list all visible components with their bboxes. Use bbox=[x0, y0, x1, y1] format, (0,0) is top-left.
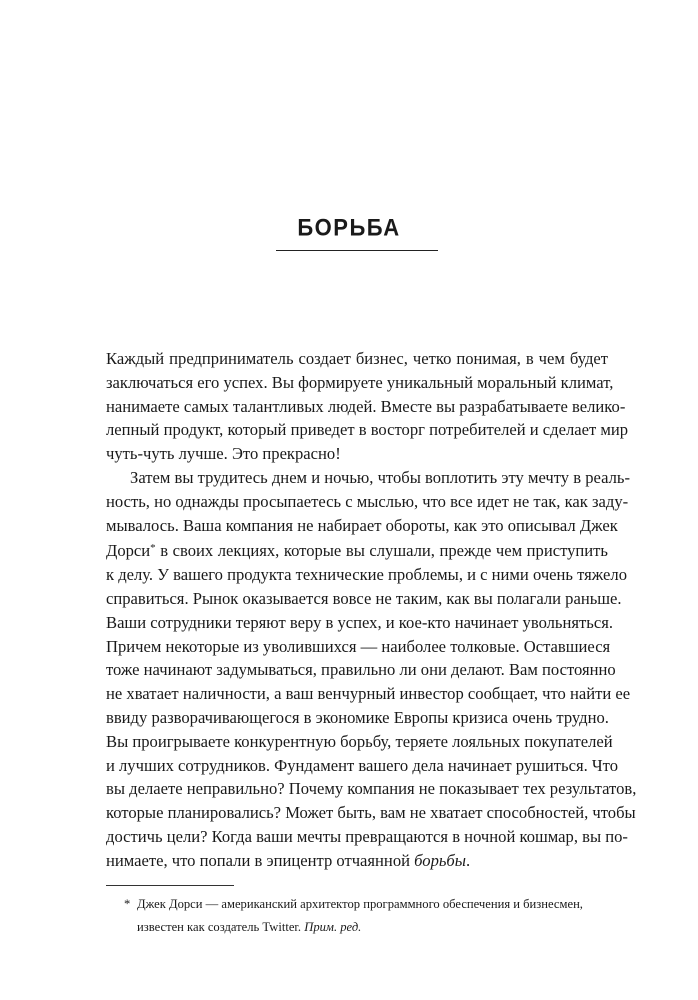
text-line: которые планировались? Может быть, вам не хватает способностей, чтобы bbox=[106, 803, 636, 823]
text-line bbox=[106, 537, 608, 563]
text-line: лепный продукт, который приведет в восторг потребителей и сделает мир bbox=[106, 420, 629, 440]
footnote bbox=[106, 893, 608, 939]
footnote-line bbox=[106, 916, 608, 939]
text-line: Затем вы трудитесь днем и ночью, чтобы воплотить эту мечту в реаль- bbox=[130, 467, 630, 487]
text-fragment: нимаете, что попали в эпицентр отчаянной bbox=[106, 850, 415, 870]
footnote-marker: * bbox=[124, 897, 131, 911]
text-fragment: в своих лекциях, которые вы слушали, прежде чем приступить bbox=[155, 541, 608, 561]
emphasized-word: борьбы bbox=[414, 850, 467, 870]
text-fragment: . bbox=[466, 850, 471, 870]
text-line: Ваши сотрудники теряют веру в успех, и кое-кто начинает увольняться. bbox=[106, 612, 613, 632]
text-line: достичь цели? Когда ваши мечты превращаются в ночной кошмар, вы по- bbox=[106, 826, 628, 846]
text-line: не хватает наличности, а ваш венчурный инвестор сообщает, что найти ее bbox=[106, 684, 631, 704]
text-line bbox=[106, 849, 608, 873]
footnote-reference: * bbox=[150, 542, 156, 555]
text-line: Каждый предприниматель создает бизнес, четко понимая, в чем будет bbox=[106, 349, 608, 368]
chapter-title: БОРЬБА bbox=[297, 213, 401, 242]
text-line: и лучших сотрудников. Фундамент вашего дела начинает рушиться. Что bbox=[106, 755, 619, 775]
text-line: ность, но однажды просыпаетесь с мыслью, что все идет не так, как заду- bbox=[106, 491, 629, 511]
text-line: Причем некоторые из уволившихся — наиболее толковые. Оставшиеся bbox=[106, 636, 611, 656]
text-line: ввиду разворачивающегося в экономике Европы кризиса очень трудно. bbox=[106, 707, 609, 727]
footnote-separator bbox=[106, 885, 234, 886]
text-line: нанимаете самых талантливых людей. Вместе вы разрабатываете велико- bbox=[106, 396, 626, 416]
text-line: тоже начинают задумываться, правильно ли они делают. Вам постоянно bbox=[106, 660, 616, 680]
title-underline bbox=[276, 250, 438, 251]
text-line: к делу. У вашего продукта технические проблемы, и с ними очень тяжело bbox=[106, 565, 627, 585]
text-line: чуть-чуть лучше. Это прекрасно! bbox=[106, 444, 341, 464]
text-fragment: известен как создатель Twitter. bbox=[137, 920, 305, 934]
footnote-line: Джек Дорси — американский архитектор программного обеспечения и бизнесмен, bbox=[137, 897, 583, 911]
text-line: вы делаете неправильно? Почему компания не показывает тех результатов, bbox=[106, 779, 637, 799]
text-line: справиться. Рынок оказывается вовсе не таким, как вы полагали раньше. bbox=[106, 588, 622, 608]
editor-note: Прим. ред. bbox=[304, 920, 362, 934]
body-text bbox=[106, 347, 637, 873]
text-fragment: Дорси bbox=[106, 541, 151, 561]
text-line: заключаться его успех. Вы формируете уникальный моральный климат, bbox=[106, 372, 614, 392]
text-line: Вы проигрываете конкурентную борьбу, теряете лояльных покупателей bbox=[106, 731, 613, 751]
text-line: мывалось. Ваша компания не набирает обороты, как это описывал Джек bbox=[106, 515, 618, 535]
